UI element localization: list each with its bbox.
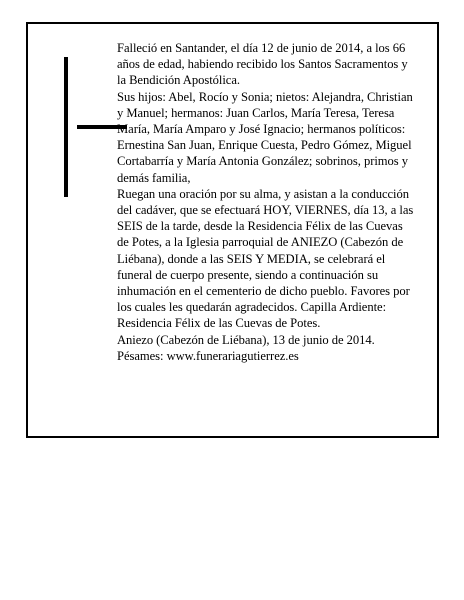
family-list: Sus hijos: Abel, Rocío y Sonia; nietos: Alejandra, Christian y Manuel; hermanos: Juan Carlos, María Teresa, Teresa María, María Amparo y José Ignacio; hermanos políticos: Ernestina San Juan, Enrique Cuesta, Pedro Gómez, Miguel Cortabarría y María Antonia González; sobrinos, primos y demás familia, — [117, 89, 413, 185]
condolences-line: Pésames: www.funerariagutierrez.es — [117, 348, 299, 363]
funeral-details: Ruegan una oración por su alma, y asistan a la conducción del cadáver, que se efectuará HOY, VIERNES, día 13, a las SEIS de la tarde, desde la Residencia Félix de las Cuevas de Potes, a la Iglesia parroquial de ANIEZO (Cabezón de Liébana), donde a las SEIS Y MEDIA, se celebrará el funeral de cuerpo presente, siendo a continuación su inhumación en el cementerio de dicho pueblo. Favores por los cuales les quedarán agradecidos. Capilla Ardiente: Residencia Félix de las Cuevas de Potes. — [117, 186, 414, 331]
death-announcement: Falleció en Santander, el día 12 de junio de 2014, a los 66 años de edad, habiendo recibido los Santos Sacramentos y la Bendición Apostólica. — [117, 41, 408, 88]
place-date: Aniezo (Cabezón de Liébana), 13 de junio de 2014. — [117, 332, 375, 347]
notice-text — [117, 40, 417, 364]
cross-icon — [64, 57, 68, 197]
obituary-notice — [26, 22, 439, 438]
